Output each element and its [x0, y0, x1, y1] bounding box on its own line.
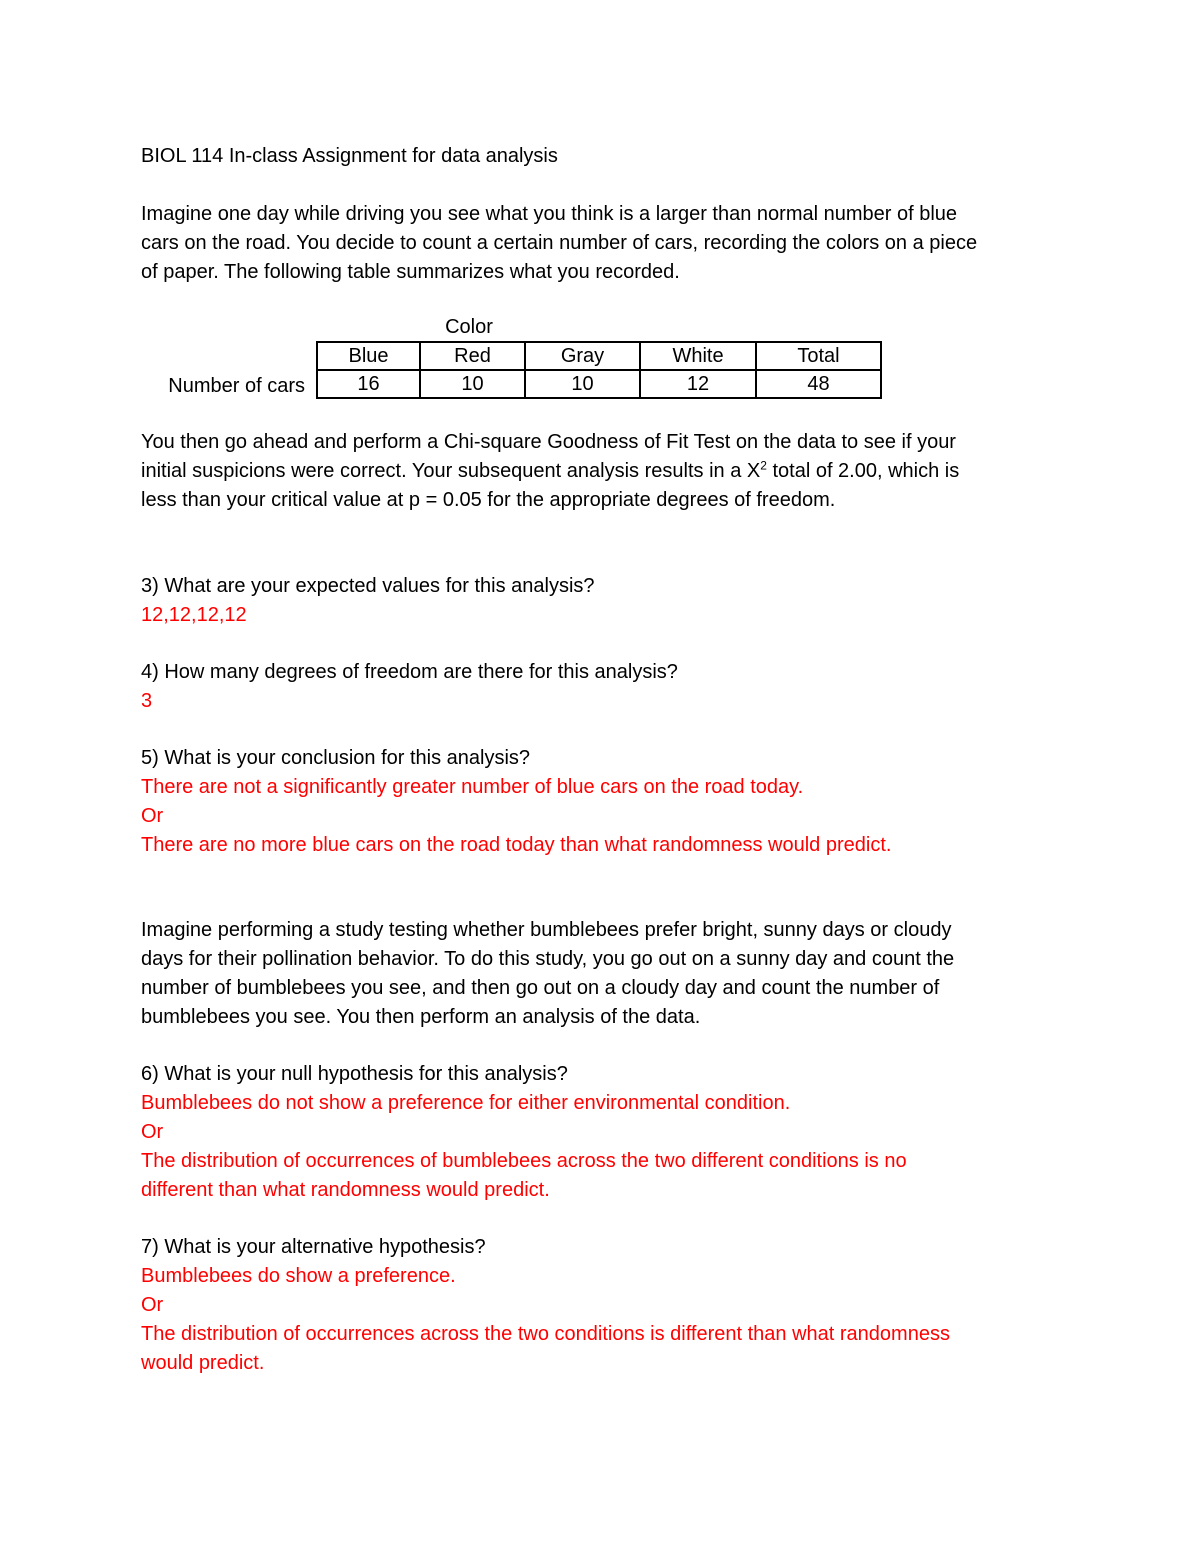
table-cell: 48 — [756, 370, 881, 398]
bees-line-2: days for their pollination behavior. To do this study, you go out on a sunny day and count the — [141, 948, 955, 970]
answer-4: 3 — [141, 690, 153, 712]
table-cell: 10 — [525, 370, 640, 398]
intro-line-3: of paper. The following table summarizes what you recorded. — [141, 261, 680, 283]
intro-line-2: cars on the road. You decide to count a certain number of cars, recording the colors on a piece — [141, 232, 978, 254]
answer-6-b-line-2: different than what randomness would predict. — [141, 1179, 550, 1201]
answer-5-a: There are not a significantly greater number of blue cars on the road today. — [141, 776, 804, 798]
answer-5-b: There are no more blue cars on the road today than what randomness would predict. — [141, 834, 892, 856]
table-row — [317, 370, 881, 398]
analysis-line-3: less than your critical value at p = 0.05 for the appropriate degrees of freedom. — [141, 489, 836, 511]
answer-7-b-line-2: would predict. — [141, 1352, 265, 1374]
answer-6-or: Or — [141, 1121, 164, 1143]
table-header-cell: Total — [756, 342, 881, 370]
answer-6-a: Bumblebees do not show a preference for either environmental condition. — [141, 1092, 791, 1114]
bees-line-3: number of bumblebees you see, and then go out on a cloudy day and count the number of — [141, 977, 940, 999]
table-cell: 10 — [420, 370, 525, 398]
table-header-cell: Red — [420, 342, 525, 370]
table-header-cell: White — [640, 342, 756, 370]
table-row-label: Number of cars — [168, 375, 305, 397]
answer-7-a: Bumblebees do show a preference. — [141, 1265, 456, 1287]
question-6: 6) What is your null hypothesis for this analysis? — [141, 1063, 568, 1085]
bees-line-4: bumblebees you see. You then perform an analysis of the data. — [141, 1006, 701, 1028]
answer-7-or: Or — [141, 1294, 164, 1316]
question-7: 7) What is your alternative hypothesis? — [141, 1236, 486, 1258]
superscript: 2 — [760, 458, 767, 473]
answer-5-or: Or — [141, 805, 164, 827]
table-caption: Color — [445, 316, 493, 338]
car-color-table — [316, 341, 882, 399]
bees-line-1: Imagine performing a study testing whether bumblebees prefer bright, sunny days or cloudy — [141, 919, 952, 941]
analysis-line-2-post: total of 2.00, which is — [766, 460, 960, 482]
table-header-cell: Blue — [317, 342, 420, 370]
analysis-line-2-pre: initial suspicions were correct. Your subsequent analysis results in a X — [141, 460, 761, 482]
question-4: 4) How many degrees of freedom are there for this analysis? — [141, 661, 678, 683]
answer-6-b-line-1: The distribution of occurrences of bumblebees across the two different conditions is no — [141, 1150, 907, 1172]
answer-3: 12,12,12,12 — [141, 604, 247, 626]
intro-line-1: Imagine one day while driving you see what you think is a larger than normal number of blue — [141, 203, 958, 225]
analysis-line-2 — [141, 457, 959, 486]
table-cell: 16 — [317, 370, 420, 398]
table-cell: 12 — [640, 370, 756, 398]
question-3: 3) What are your expected values for this analysis? — [141, 575, 595, 597]
question-5: 5) What is your conclusion for this analysis? — [141, 747, 531, 769]
document-title: BIOL 114 In-class Assignment for data analysis — [141, 145, 558, 167]
answer-7-b-line-1: The distribution of occurrences across the two conditions is different than what randomness — [141, 1323, 950, 1345]
table-header-row — [317, 342, 881, 370]
table-header-cell: Gray — [525, 342, 640, 370]
analysis-line-1: You then go ahead and perform a Chi-square Goodness of Fit Test on the data to see if your — [141, 431, 956, 453]
